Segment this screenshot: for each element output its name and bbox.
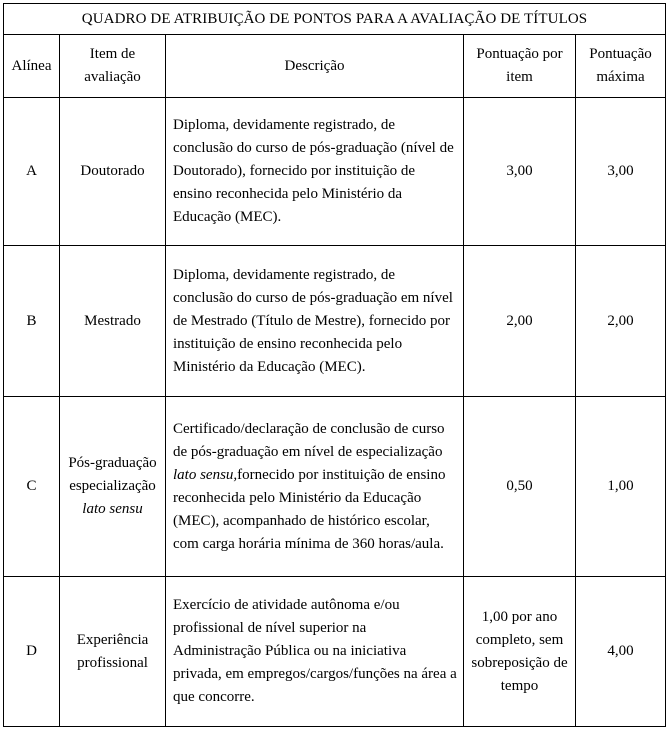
row-pontuacao-maxima: 3,00 bbox=[576, 98, 666, 246]
points-table-container bbox=[3, 3, 665, 727]
header-row bbox=[4, 35, 666, 98]
row-alinea: C bbox=[4, 397, 60, 577]
row-pontuacao-maxima: 2,00 bbox=[576, 246, 666, 397]
header-pontuacao-maxima: Pontuação máxima bbox=[576, 35, 666, 98]
header-pontuacao-item: Pontuação por item bbox=[464, 35, 576, 98]
row-item-line1: Pós-graduação bbox=[68, 455, 157, 471]
row-item: Experiência profissional bbox=[60, 577, 166, 727]
row-descricao: Diploma, devidamente registrado, de conclusão do curso de pós-graduação em nível de Mestrado (Título de Mestre), fornecido por instituição de ensino reconhecida pelo Ministério da Educação (MEC). bbox=[166, 246, 464, 397]
header-alinea: Alínea bbox=[4, 35, 60, 98]
row-descricao-cell bbox=[166, 397, 464, 577]
table-title: QUADRO DE ATRIBUIÇÃO DE PONTOS PARA A AVALIAÇÃO DE TÍTULOS bbox=[4, 4, 666, 35]
row-item-line3: lato sensu bbox=[82, 501, 143, 517]
row-pontuacao-item: 1,00 por ano completo, sem sobreposição de tempo bbox=[464, 577, 576, 727]
row-alinea: B bbox=[4, 246, 60, 397]
row-item-cell bbox=[60, 397, 166, 577]
table-row bbox=[4, 98, 666, 246]
header-descricao: Descrição bbox=[166, 35, 464, 98]
row-descricao: Exercício de atividade autônoma e/ou profissional de nível superior na Administração Pública ou na iniciativa privada, em empregos/cargos/funções na área a que concorre. bbox=[166, 577, 464, 727]
row-descricao-part2: fornecido por instituição de ensino reconhecida pelo Ministério da Educação (MEC), acompanhado de histórico escolar, com carga horária mínima de 360 horas/aula. bbox=[173, 466, 446, 552]
row-item-line2: especialização bbox=[69, 478, 156, 494]
header-item: Item de avaliação bbox=[60, 35, 166, 98]
table-row bbox=[4, 246, 666, 397]
row-pontuacao-item: 0,50 bbox=[464, 397, 576, 577]
row-alinea: D bbox=[4, 577, 60, 727]
points-table bbox=[3, 3, 666, 727]
row-item: Doutorado bbox=[60, 98, 166, 246]
row-descricao-part1: Certificado/declaração de conclusão de curso de pós-graduação em nível de especialização bbox=[173, 420, 445, 460]
table-row bbox=[4, 397, 666, 577]
row-pontuacao-maxima: 1,00 bbox=[576, 397, 666, 577]
row-pontuacao-item: 3,00 bbox=[464, 98, 576, 246]
row-pontuacao-maxima: 4,00 bbox=[576, 577, 666, 727]
table-row bbox=[4, 577, 666, 727]
row-descricao-italic: lato sensu, bbox=[173, 466, 238, 483]
row-alinea: A bbox=[4, 98, 60, 246]
row-descricao: Diploma, devidamente registrado, de conclusão do curso de pós-graduação (nível de Doutorado), fornecido por instituição de ensino reconhecida pelo Ministério da Educação (MEC). bbox=[166, 98, 464, 246]
row-pontuacao-item: 2,00 bbox=[464, 246, 576, 397]
row-item: Mestrado bbox=[60, 246, 166, 397]
